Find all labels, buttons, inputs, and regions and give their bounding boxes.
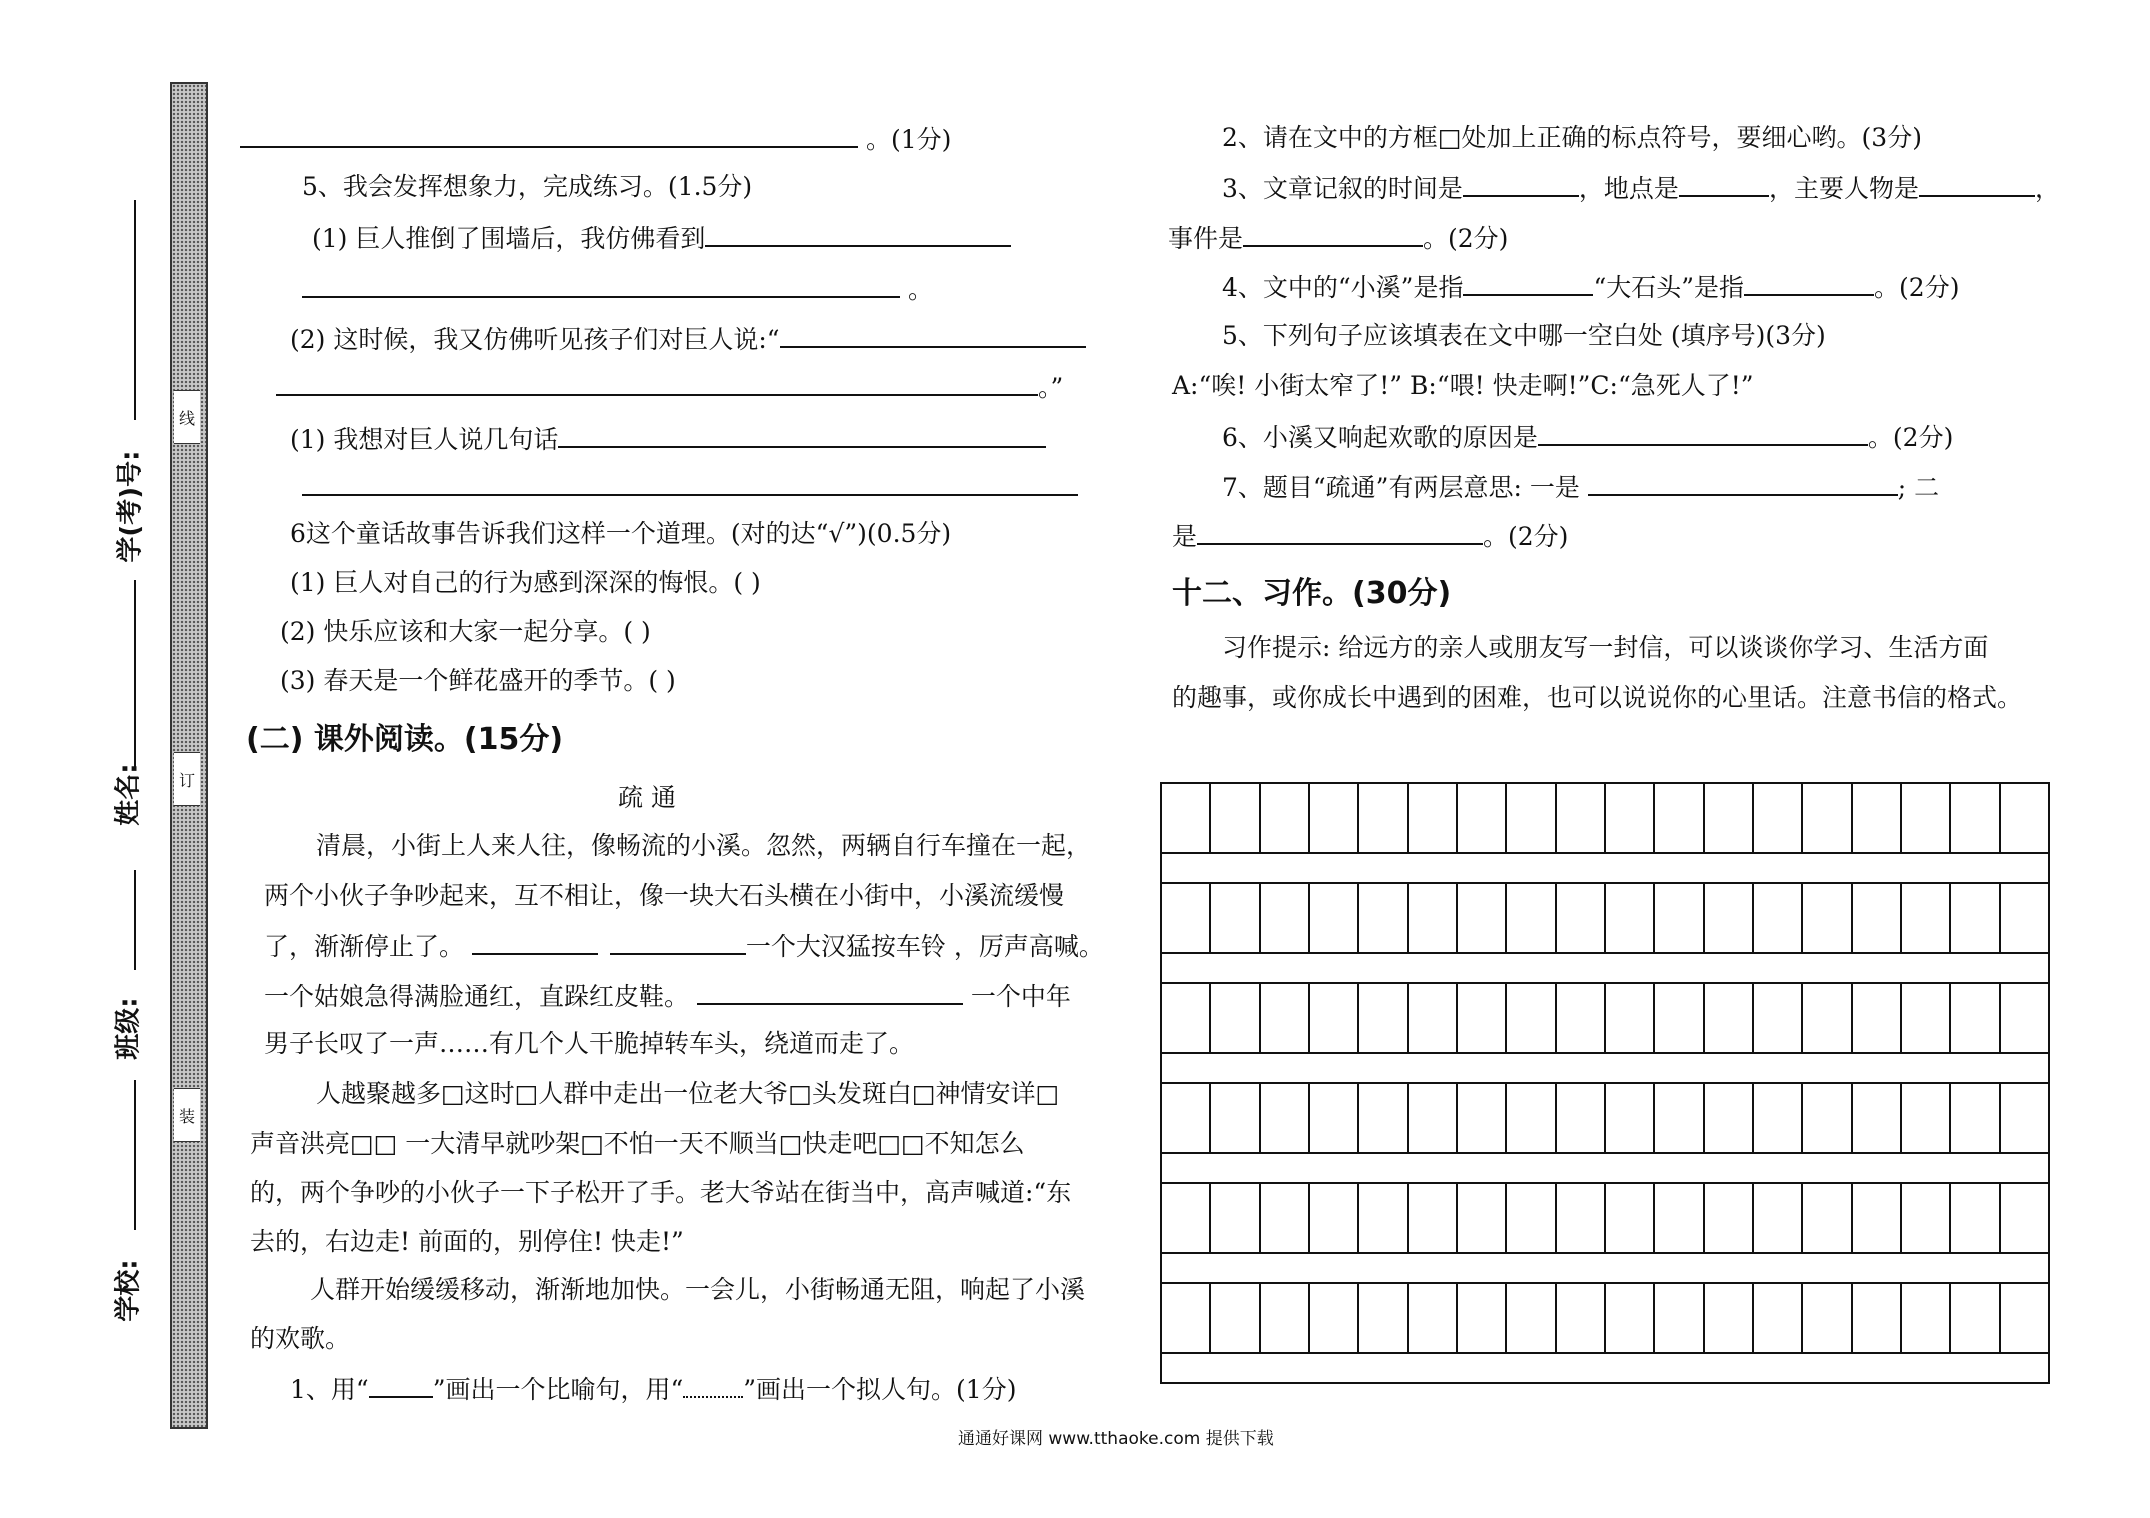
q7-text-b: ; 二 — [1897, 473, 1940, 502]
score-text: 。(1分) — [865, 125, 952, 154]
q6-blank[interactable] — [1538, 416, 1868, 446]
passage-p1-line4 — [264, 975, 1071, 1013]
q5-3-blank2[interactable] — [302, 466, 1078, 496]
passage-p1-line2: 两个小伙子争吵起来，互不相让，像一块大石头横在小街中，小溪流缓慢 — [264, 881, 1065, 910]
q5-2-text: (2) 这时候，我又仿佛听见孩子们对巨人说:“ — [290, 325, 780, 354]
composition-row — [1160, 782, 2050, 854]
composition-spacer — [1160, 952, 2050, 984]
q7-blank-2[interactable] — [1197, 515, 1483, 545]
q5-title: 5、我会发挥想象力，完成练习。(1.5分) — [302, 172, 753, 201]
passage-blank-3[interactable] — [697, 975, 963, 1005]
p1d-text2: 一个中年 — [970, 982, 1071, 1011]
student-id-line — [134, 200, 136, 420]
q1-blank-wavy[interactable] — [683, 1368, 743, 1398]
q4-text-c: 。(2分) — [1874, 273, 1960, 302]
p1c-text2: 一个大汉猛按车铃 ，厉声高喊。 — [745, 932, 1104, 961]
q6-option-2: (2) 快乐应该和大家一起分享。( ) — [280, 617, 651, 646]
q3-text-d: ， — [2034, 174, 2060, 203]
q3-text-c: ，主要人物是 — [1768, 174, 1919, 203]
q3-text-a: 3、文章记叙的时间是 — [1222, 174, 1463, 203]
composition-spacer — [1160, 852, 2050, 884]
q5-2-cont — [276, 366, 1063, 404]
left-top-line — [240, 118, 951, 156]
passage-blank-2[interactable] — [610, 925, 746, 955]
composition-row — [1160, 882, 2050, 954]
right-q3-cont — [1168, 217, 1508, 255]
q5-1-blank2[interactable] — [302, 268, 900, 298]
left-q1 — [290, 1368, 1016, 1406]
q5-1 — [312, 217, 1011, 255]
q6-title: 6这个童话故事告诉我们这样一个道理。(对的达“√”)(0.5分) — [290, 519, 952, 548]
passage-p1-line3 — [264, 925, 1104, 963]
section-2-heading: (二) 课外阅读。(15分) — [246, 722, 564, 757]
q4-blank-creek[interactable] — [1463, 266, 1593, 296]
composition-row — [1160, 982, 2050, 1054]
q4-text-a: 4、文中的“小溪”是指 — [1222, 273, 1464, 302]
passage-title: 疏 通 — [618, 783, 676, 812]
strip-mark-bind: 订 — [174, 752, 200, 806]
right-q5-options: A:“唉! 小街太窄了!” B:“喂! 快走啊!”C:“急死人了!” — [1172, 371, 1754, 400]
q1-text-c: ”画出一个拟人句。(1分) — [743, 1375, 1017, 1404]
passage-p3-line1: 人群开始缓缓移动，渐渐地加快。一会儿，小街畅通无阻，响起了小溪 — [310, 1275, 1086, 1304]
section-12-heading: 十二、习作。(30分) — [1172, 576, 1452, 611]
passage-blank-1[interactable] — [472, 925, 598, 955]
right-q2: 2、请在文中的方框□处加上正确的标点符号，要细心哟。(3分) — [1222, 123, 1922, 152]
right-q7-cont — [1172, 515, 1568, 553]
q1-text-a: 1、用“ — [290, 1375, 369, 1404]
q5-2-blank[interactable] — [780, 318, 1086, 348]
student-id-label: 学(考)号: — [115, 450, 146, 563]
q3-blank-time[interactable] — [1463, 167, 1579, 197]
q3-text-f: 。(2分) — [1423, 224, 1509, 253]
q7-blank-1[interactable] — [1588, 466, 1898, 496]
p1d-text1: 一个姑娘急得满脸通红，直跺红皮鞋。 — [264, 982, 690, 1011]
q5-2-end: 。” — [1038, 373, 1064, 402]
passage-p1-line5: 男子长叹了一声……有几个人干脆掉转车头，绕道而走了。 — [264, 1029, 915, 1058]
answer-blank[interactable] — [240, 118, 858, 148]
right-q7 — [1222, 466, 1939, 504]
class-label: 班级: — [113, 997, 144, 1060]
p1c-text1: 了，渐渐停止了。 — [264, 932, 465, 961]
q4-blank-stone[interactable] — [1744, 266, 1874, 296]
right-q6 — [1222, 416, 1953, 454]
school-line — [134, 1080, 136, 1230]
q5-2-blank2[interactable] — [276, 366, 1038, 396]
passage-p2-line3: 的，两个争吵的小伙子一下子松开了手。老大爷站在街当中，高声喊道:“东 — [250, 1178, 1072, 1207]
passage-p2-line4: 去的，右边走! 前面的，别停住! 快走!” — [250, 1227, 684, 1256]
right-q5: 5、下列句子应该填表在文中哪一空白处 (填序号)(3分) — [1222, 321, 1826, 350]
passage-p1-line1: 清晨，小街上人来人往，像畅流的小溪。忽然，两辆自行车撞在一起， — [316, 831, 1092, 860]
name-label: 姓名: — [113, 763, 144, 826]
q7-text-c: 是 — [1172, 522, 1198, 551]
writing-tip-line2: 的趣事，或你成长中遇到的困难，也可以说说你的心里话。注意书信的格式。 — [1172, 683, 2023, 712]
q5-3 — [290, 418, 1046, 456]
q6-option-1: (1) 巨人对自己的行为感到深深的悔恨。( ) — [290, 568, 761, 597]
q1-text-b: ”画出一个比喻句，用“ — [432, 1375, 684, 1404]
composition-row — [1160, 1082, 2050, 1154]
q3-text-b: ，地点是 — [1578, 174, 1679, 203]
q6-text-a: 6、小溪又响起欢歌的原因是 — [1222, 423, 1538, 452]
q3-blank-characters[interactable] — [1919, 167, 2035, 197]
composition-spacer — [1160, 1352, 2050, 1384]
q7-text-a: 7、题目“疏通”有两层意思: 一是 — [1222, 473, 1580, 502]
q6-text-b: 。(2分) — [1867, 423, 1954, 452]
q5-2 — [290, 318, 1086, 356]
q5-3-cont — [302, 466, 1078, 502]
page-footer: 通通好课网 www.tthaoke.com 提供下载 — [958, 1429, 1274, 1449]
composition-row — [1160, 1182, 2050, 1254]
school-label: 学校: — [113, 1259, 144, 1322]
q3-text-e: 事件是 — [1168, 224, 1244, 253]
composition-spacer — [1160, 1052, 2050, 1084]
q5-3-blank[interactable] — [558, 418, 1046, 448]
composition-row — [1160, 1282, 2050, 1354]
composition-spacer — [1160, 1252, 2050, 1284]
q7-text-d: 。(2分) — [1483, 522, 1569, 551]
q5-1-end: 。 — [907, 275, 933, 304]
class-line — [134, 870, 136, 970]
composition-spacer — [1160, 1152, 2050, 1184]
passage-p2-line1: 人越聚越多□这时□人群中走出一位老大爷□头发斑白□神情安详□ — [316, 1079, 1060, 1108]
right-q4 — [1222, 266, 1959, 304]
q5-1-text: (1) 巨人推倒了围墙后，我仿佛看到 — [312, 224, 706, 253]
passage-p2-line2: 声音洪亮□□ 一大清早就吵架□不怕一天不顺当□快走吧□□不知怎么 — [250, 1129, 1025, 1158]
q3-blank-place[interactable] — [1679, 167, 1769, 197]
strip-mark-line: 线 — [174, 390, 200, 444]
q3-blank-event[interactable] — [1243, 217, 1423, 247]
q1-blank-straight[interactable] — [369, 1368, 433, 1398]
name-line — [134, 580, 136, 770]
writing-tip-line1: 习作提示: 给远方的亲人或朋友写一封信，可以谈谈你学习、生活方面 — [1222, 633, 1989, 662]
q4-text-b: “大石头”是指 — [1593, 273, 1745, 302]
q5-3-text: (1) 我想对巨人说几句话 — [290, 425, 559, 454]
q5-1-cont — [302, 268, 933, 306]
right-q3 — [1222, 167, 2060, 205]
strip-mark-fix: 装 — [174, 1088, 200, 1142]
q6-option-3: (3) 春天是一个鲜花盛开的季节。( ) — [280, 666, 676, 695]
passage-p3-line2: 的欢歌。 — [250, 1324, 351, 1353]
q5-1-blank[interactable] — [705, 217, 1011, 247]
